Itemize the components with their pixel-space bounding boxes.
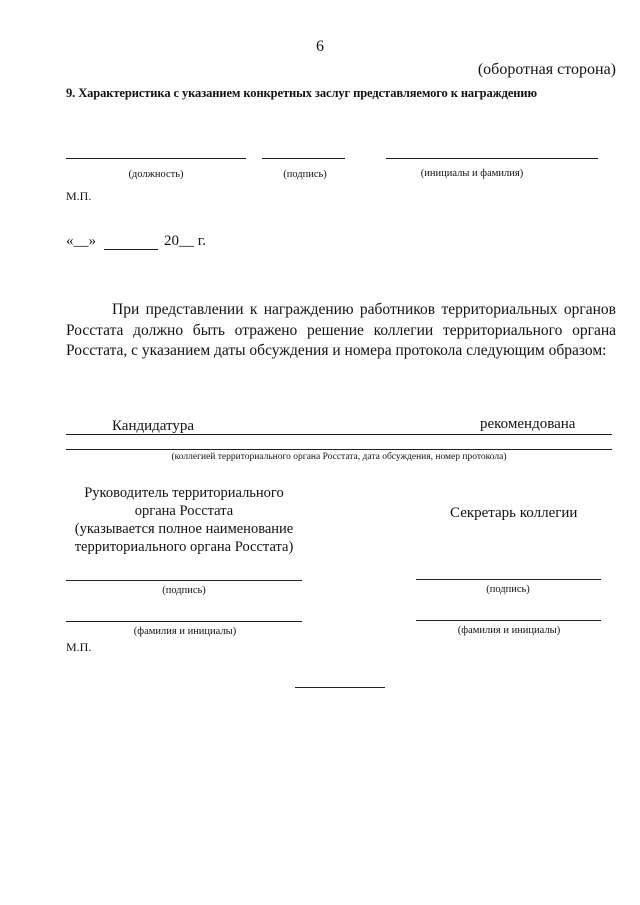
- bottom-stamp-label: М.П.: [66, 640, 92, 654]
- head-title-line-3: (указывается полное наименование: [74, 521, 294, 537]
- date-day: «__»: [66, 233, 96, 249]
- signature-caption: (подпись): [283, 169, 327, 180]
- initials-caption: (инициалы и фамилия): [420, 168, 524, 179]
- initials-line: [386, 158, 598, 159]
- candidacy-line: [66, 434, 612, 435]
- closing-line: [295, 687, 385, 688]
- council-decision-line: [66, 449, 612, 450]
- head-name-caption: (фамилия и инициалы): [133, 626, 237, 637]
- secretary-signature-caption: (подпись): [486, 584, 530, 595]
- head-name-line: [66, 621, 302, 622]
- head-title: [54, 484, 314, 556]
- signature-line: [262, 158, 345, 159]
- secretary-name-line: [416, 620, 601, 621]
- recommended-label: рекомендована: [480, 416, 576, 432]
- reverse-side-note: (оборотная сторона): [477, 61, 616, 78]
- stamp-label: М.П.: [66, 189, 92, 203]
- date-month-line: [104, 249, 158, 250]
- section-9-title: 9. Характеристика с указанием конкретных заслуг представляемого к награждению: [66, 86, 537, 100]
- head-title-line-2: органа Росстата: [134, 503, 234, 519]
- head-title-line-4: территориального органа Росстата): [74, 539, 294, 555]
- secretary-title: Секретарь коллегии: [450, 505, 578, 521]
- position-caption: (должность): [128, 169, 184, 180]
- page-number: 6: [316, 38, 324, 55]
- position-line: [66, 158, 246, 159]
- council-decision-caption: (коллегией территориального органа Росстата, дата обсуждения, номер протокола): [171, 452, 507, 462]
- secretary-signature-line: [416, 579, 601, 580]
- head-signature-line: [66, 580, 302, 581]
- head-signature-caption: (подпись): [162, 585, 206, 596]
- secretary-name-caption: (фамилия и инициалы): [457, 625, 561, 636]
- candidacy-label: Кандидатура: [112, 418, 195, 434]
- date-year: 20__ г.: [164, 233, 206, 249]
- head-title-line-1: Руководитель территориального: [84, 485, 284, 501]
- instruction-paragraph: При представлении к награждению работников территориальных органов Росстата должно быть отражено решение коллегии территориального органа Росстата, с указанием даты обсуждения и номера протокола следующим образом:: [66, 301, 616, 359]
